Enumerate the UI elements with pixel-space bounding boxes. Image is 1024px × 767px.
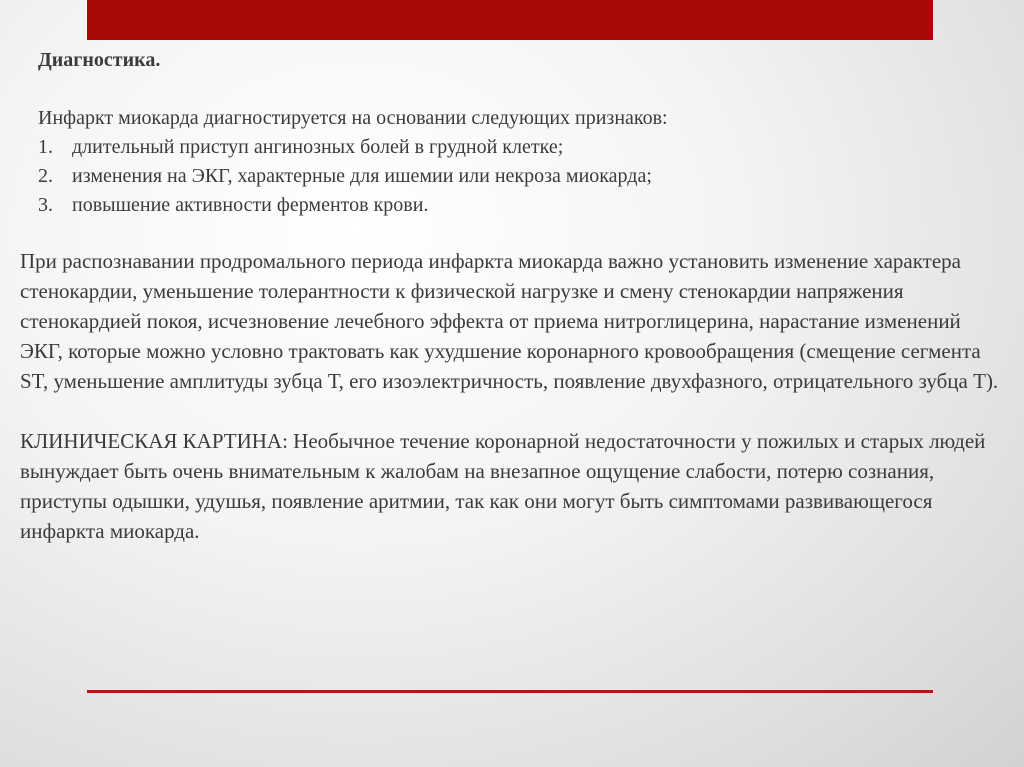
criteria-list bbox=[38, 133, 938, 220]
list-item-number: 3. bbox=[38, 194, 53, 216]
list-item bbox=[38, 133, 938, 162]
list-item-text: длительный приступ ангинозных болей в грудной клетке; bbox=[72, 136, 564, 158]
diagnostics-intro: Инфаркт миокарда диагностируется на основании следующих признаков: bbox=[38, 107, 668, 129]
list-item bbox=[38, 162, 938, 191]
list-item-text: повышение активности ферментов крови. bbox=[72, 194, 429, 216]
bottom-divider bbox=[87, 690, 933, 693]
list-item bbox=[38, 191, 938, 220]
list-item-number: 1. bbox=[38, 136, 53, 158]
top-accent-bar bbox=[87, 0, 933, 40]
diagnostics-section bbox=[38, 46, 938, 220]
clinical-picture-paragraph: КЛИНИЧЕСКАЯ КАРТИНА: Необычное течение коронарной недостаточности у пожилых и старых людей вынуждает быть очень внимательным к жалобам на внезапное ощущение слабости, потерю сознания, приступы одышки, удушья, появление аритмии, так как они могут быть симптомами развивающегося инфаркта миокарда. bbox=[20, 429, 986, 543]
list-item-number: 2. bbox=[38, 165, 53, 187]
list-item-text: изменения на ЭКГ, характерные для ишемии или некроза миокарда; bbox=[72, 165, 652, 187]
body-text bbox=[20, 246, 1000, 546]
prodromal-paragraph: При распознавании продромального периода инфаркта миокарда важно установить изменение характера стенокардии, уменьшение толерантности к физической нагрузке и смену стенокардии напряжения стенокардией покоя, исчезновение лечебного эффекта от приема нитроглицерина, нарастание изменений ЭКГ, которые можно условно трактовать как ухудшение коронарного кровообращения (смещение сегмента ST, уменьшение амплитуды зубца Т, его изоэлектричность, появление двухфазного, отрицательного зубца Т). bbox=[20, 249, 999, 393]
section-title: Диагностика. bbox=[38, 49, 161, 71]
